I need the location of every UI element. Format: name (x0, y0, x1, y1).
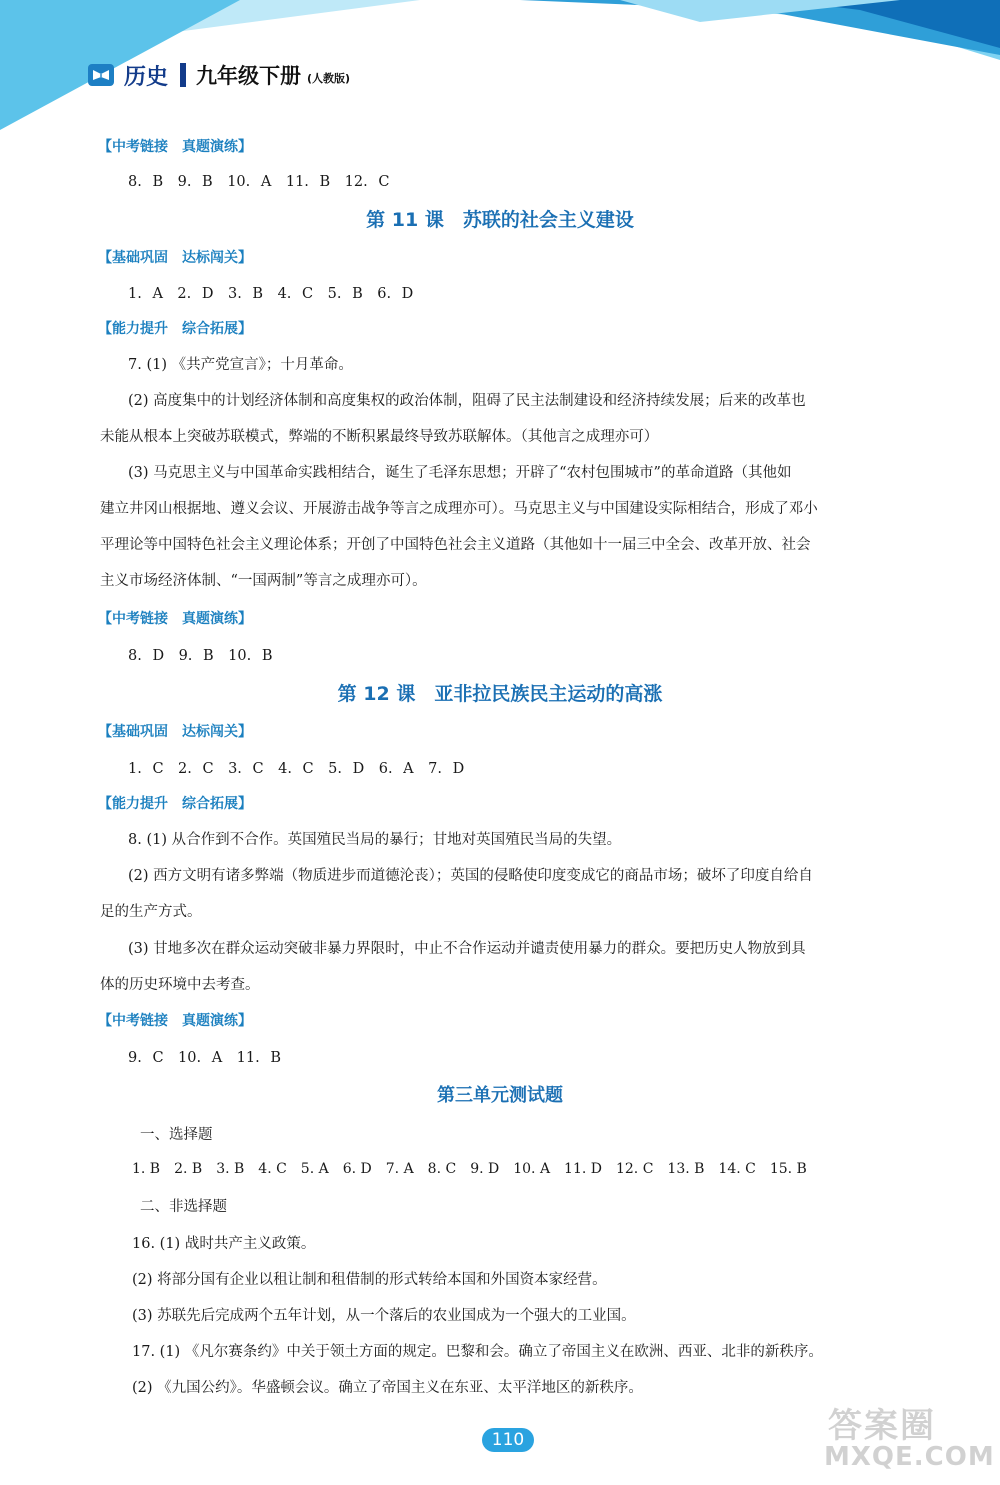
answer-paragraph: 平理论等中国特色社会主义理论体系；开创了中国特色社会主义道路（其他如十一届三中全会、改革开放、社会 (100, 537, 811, 553)
watermark-logo-text: 答案圈 (828, 1406, 936, 1446)
answer-paragraph: 主义市场经济体制、“一国两制”等言之成理亦可）。 (100, 573, 427, 589)
page-number: 110 (482, 1428, 534, 1452)
answer-line: 1. A 2. D 3. B 4. C 5. B 6. D (128, 286, 414, 302)
answer-paragraph: 7. (1) 《共产党宣言》；十月革命。 (128, 357, 353, 373)
section-tag: 【基础巩固 达标闯关】 (98, 250, 252, 266)
answer-line: 8. B 9. B 10. A 11. B 12. C (128, 174, 390, 190)
page-header (88, 58, 350, 92)
lesson-title: 第 11 课 苏联的社会主义建设 (366, 209, 634, 231)
question-heading: 一、选择题 (140, 1127, 213, 1143)
section-tag: 【能力提升 综合拓展】 (98, 796, 252, 812)
question-heading: 二、非选择题 (140, 1199, 227, 1215)
answer-paragraph: (2) 《九国公约》。华盛顿会议。确立了帝国主义在东亚、太平洋地区的新秩序。 (132, 1380, 643, 1396)
answer-line: 8. D 9. B 10. B (128, 648, 273, 664)
answer-line: 9. C 10. A 11. B (128, 1050, 282, 1066)
answer-paragraph: (2) 将部分国有企业以租让制和租借制的形式转给本国和外国资本家经营。 (132, 1272, 607, 1288)
answer-paragraph: (3) 马克思主义与中国革命实践相结合，诞生了毛泽东思想；开辟了“农村包围城市”的革命道路（其他如 (128, 465, 792, 481)
answer-paragraph: 17. (1) 《凡尔赛条约》中关于领土方面的规定。巴黎和会。确立了帝国主义在欧洲、西亚、北非的新秩序。 (132, 1344, 823, 1360)
answer-paragraph: 体的历史环境中去考查。 (100, 977, 260, 993)
answer-paragraph: 未能从根本上突破苏联模式，弊端的不断积累最终导致苏联解体。（其他言之成理亦可） (100, 429, 659, 445)
answer-paragraph: (3) 苏联先后完成两个五年计划，从一个落后的农业国成为一个强大的工业国。 (132, 1308, 636, 1324)
section-tag: 【能力提升 综合拓展】 (98, 321, 252, 337)
subject-title: 历史 (124, 64, 169, 90)
section-tag: 【基础巩固 达标闯关】 (98, 724, 252, 740)
answer-paragraph: 足的生产方式。 (100, 904, 202, 920)
answer-paragraph: 8. (1) 从合作到不合作。英国殖民当局的暴行；甘地对英国殖民当局的失望。 (128, 832, 622, 848)
header-divider (180, 63, 186, 87)
book-logo-icon (88, 64, 114, 86)
answer-paragraph: (2) 西方文明有诸多弊端（物质进步而道德沦丧）；英国的侵略使印度变成它的商品市场；破坏了印度自给自 (128, 868, 813, 884)
watermark-url: MXQE.COM (824, 1442, 995, 1472)
answer-paragraph: 16. (1) 战时共产主义政策。 (132, 1236, 316, 1252)
section-tag: 【中考链接 真题演练】 (98, 611, 252, 627)
grade-title: 九年级下册 (196, 64, 302, 88)
answer-paragraph: (2) 高度集中的计划经济体制和高度集权的政治体制，阻碍了民主法制建设和经济持续发展；后来的改革也 (128, 393, 806, 409)
edition-label: (人教版) (307, 72, 351, 85)
watermark (820, 1398, 995, 1478)
section-tag: 【中考链接 真题演练】 (98, 139, 252, 155)
unit-test-title: 第三单元测试题 (437, 1085, 563, 1106)
answer-line: 1. B 2. B 3. B 4. C 5. A 6. D 7. A 8. C 9. D 10. A 11. D 12. C 13. B 14. C 15. B (132, 1161, 807, 1177)
answer-paragraph: 建立井冈山根据地、遵义会议、开展游击战争等言之成理亦可）。马克思主义与中国建设实际相结合，形成了邓小 (100, 501, 818, 517)
answer-paragraph: (3) 甘地多次在群众运动突破非暴力界限时，中止不合作运动并谴责使用暴力的群众。要把历史人物放到具 (128, 941, 806, 957)
section-tag: 【中考链接 真题演练】 (98, 1013, 252, 1029)
lesson-title: 第 12 课 亚非拉民族民主运动的高涨 (337, 683, 663, 705)
answer-line: 1. C 2. C 3. C 4. C 5. D 6. A 7. D (128, 761, 465, 777)
